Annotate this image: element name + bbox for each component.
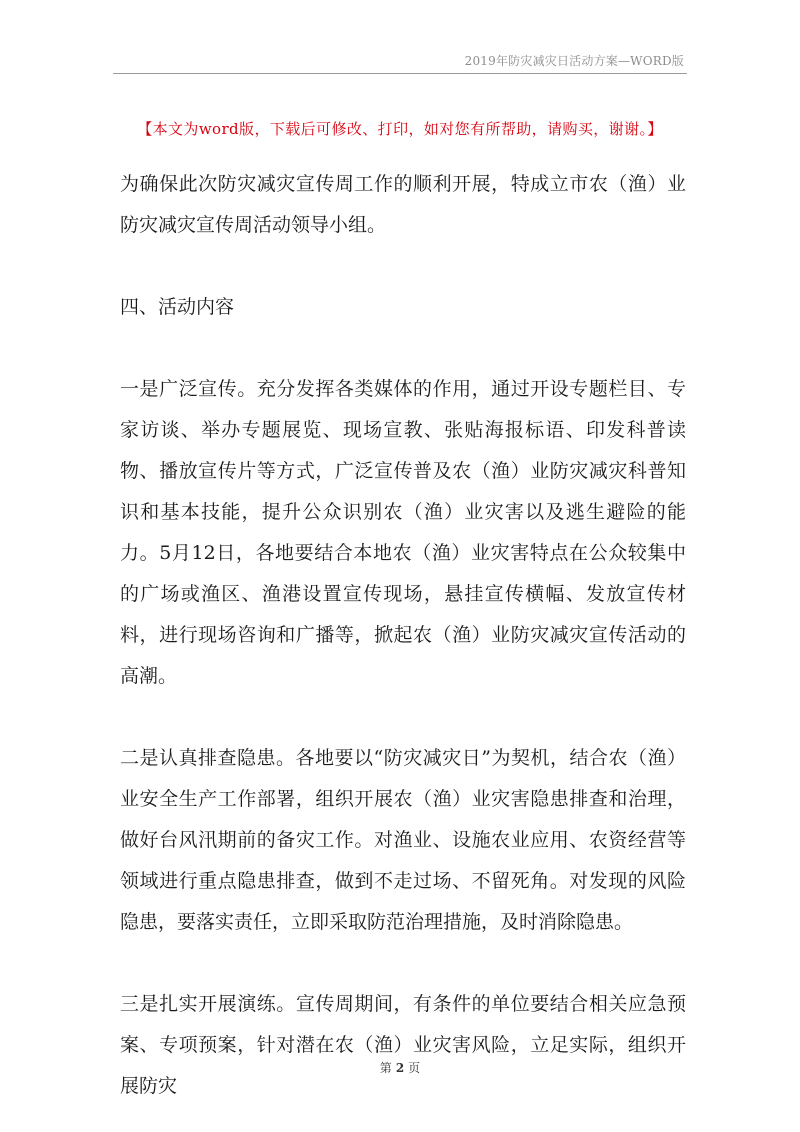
page-number: 2: [395, 1061, 405, 1075]
page-footer: [0, 1059, 800, 1076]
footer-suffix: 页: [408, 1061, 421, 1075]
paragraph-spacer: [120, 697, 686, 738]
page-header: [0, 0, 800, 74]
footer-prefix: 第: [379, 1061, 392, 1075]
paragraph-publicity: 一是广泛宣传。充分发挥各类媒体的作用，通过开设专题栏目、专家访谈、举办专题展览、现场宣教、张贴海报标语、印发科普读物、播放宣传片等方式，广泛宣传普及农（渔）业防灾减灾科普知识和基本技能，提升公众识别农（渔）业灾害以及逃生避险的能力。5月12日，各地要结合本地农（渔）业灾害特点在公众较集中的广场或渔区、渔港设置宣传现场，悬挂宣传横幅、发放宣传材料，进行现场咨询和广播等，掀起农（渔）业防灾减灾宣传活动的高潮。: [120, 378, 686, 687]
paragraph-spacer: [120, 943, 686, 984]
paragraph-hazard-inspection: 二是认真排查隐患。各地要以“防灾减灾日”为契机，结合农（渔）业安全生产工作部署，组织开展农（渔）业灾害隐患排查和治理，做好台风汛期前的备灾工作。对渔业、设施农业应用、农资经营等领域进行重点隐患排查，做到不走过场、不留死角。对发现的风险隐患，要落实责任，立即采取防范治理措施，及时消除隐患。: [120, 747, 686, 933]
paragraph-spacer: [120, 246, 686, 287]
document-body: [120, 164, 686, 1107]
paragraph-spacer: [120, 328, 686, 369]
header-divider: [113, 73, 687, 74]
download-notice: 【本文为word版，下载后可修改、打印，如对您有所帮助，请购买，谢谢。】: [137, 120, 663, 138]
header-title: 2019年防灾减灾日活动方案—WORD版: [464, 54, 684, 68]
section-heading-activities: 四、活动内容: [120, 296, 235, 318]
paragraph-leading-group: 为确保此次防灾减灾宣传周工作的顺利开展，特成立市农（渔）业防灾减灾宣传周活动领导小组。: [120, 173, 686, 236]
paragraph-drills: 三是扎实开展演练。宣传周期间，有条件的单位要结合相关应急预案、专项预案，针对潜在农（渔）业灾害风险，立足实际，组织开展防灾: [120, 993, 686, 1097]
